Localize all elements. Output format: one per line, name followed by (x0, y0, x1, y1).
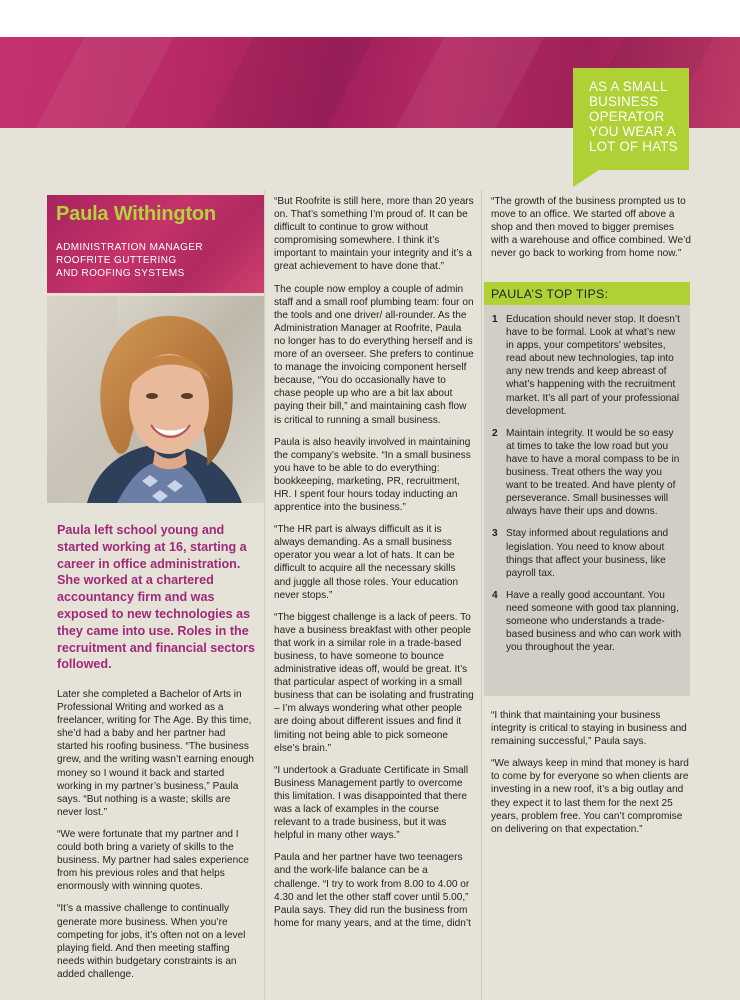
profile-name: Paula Withington (56, 203, 216, 225)
callout-line: BUSINESS (589, 94, 659, 109)
tip-text: Maintain integrity. It would be so easy at times to take the low road but you have to have a moral compass to be in business. Treat others the way you want to be treated. And have plenty of perseverance. Small businesses will always have their ups and downs. (506, 427, 680, 518)
tip-number: 4 (492, 589, 498, 601)
profile-roles (56, 241, 264, 280)
body-paragraph: Later she completed a Bachelor of Arts in Professional Writing and worked as a freelancer, writing for The Age. By this time, she’d had a baby and her partner had started his roofing business. “The business grew, and the writing wasn’t earning enough money so I wound it back and started working in my partner’s business,” Paula says. “But nothing is a waste; skills are never lost.” (57, 689, 254, 818)
lede-paragraph: Paula left school young and started working at 16, starting a career in office administration. She worked at a chartered accountancy firm and was exposed to new technologies as they came into use. Roles in the recruitment and financial sectors followed. (57, 523, 256, 672)
body-paragraph: “We always keep in mind that money is hard to come by for everyone so when clients are investing in a new roof, it’s a big outlay and they expect it to last them for the next 25 years, problem free. You can’t compromise on delivering on that expectation.” (491, 758, 689, 835)
column-divider (264, 190, 265, 1000)
column-divider (481, 190, 482, 1000)
tip-text: Stay informed about regulations and legislation. You need to know about things that affect your business, like payroll tax. (506, 528, 669, 579)
callout-line: AS A SMALL (589, 79, 668, 94)
tip-item (492, 589, 684, 654)
tip-item (492, 527, 684, 579)
top-margin (0, 0, 740, 37)
body-paragraph: “We were fortunate that my partner and I could both bring a variety of skills to the business. My partner had sales experience from his previous roles and that helps enormously with winning quotes. (57, 828, 249, 893)
callout-tail (573, 170, 599, 187)
callout-line: OPERATOR (589, 109, 665, 124)
profile-name-box (47, 195, 264, 293)
body-paragraph: “The biggest challenge is a lack of peers. To have a business breakfast with other people that work in a similar role in a trade-based business, to have someone to bounce administrative ideas off, would be great. It’s that particular aspect of working in a small business that can be isolating and frustrating – I’m always wondering what other people are doing about different issues and find it limiting not being able to pick someone else’s brain.” (274, 611, 474, 754)
tip-item (492, 427, 684, 519)
column-2 (274, 195, 474, 939)
tip-number: 2 (492, 427, 498, 439)
tip-item (492, 313, 684, 418)
column-1 (57, 688, 257, 990)
profile-role-line: AND ROOFING SYSTEMS (56, 268, 185, 279)
column-3-bottom (491, 709, 691, 845)
tips-box (484, 305, 690, 696)
body-paragraph: “I undertook a Graduate Certificate in Small Business Management partly to overcome this limitation. I was disappointed that there was a lack of examples in the course relevant to a trade business, but it was helpful in many other ways.” (274, 764, 469, 842)
body-paragraph: “I think that maintaining your business integrity is critical to staying in business and remaining successful,” Paula says. (491, 710, 687, 748)
body-paragraph: “It’s a massive challenge to continually generate more business. When you’re competing for jobs, it’s often not on a level playing field. And then meeting staffing needs within budgetary constraints is an added challenge. (57, 903, 246, 980)
tip-number: 3 (492, 528, 498, 540)
tip-text: Have a really good accountant. You need someone with good tax planning, someone who understands a trade-based business and who can work with you throughout the year. (506, 589, 682, 654)
profile-role-line: ROOFRITE GUTTERING (56, 255, 177, 266)
callout-box (573, 68, 689, 170)
body-paragraph: “The growth of the business prompted us to move to an office. We started off above a shop and then moved to bigger premises with a warehouse and office combined. We’d never go back to working from home now.” (491, 196, 691, 260)
body-paragraph: Paula is also heavily involved in maintaining the company’s website. “In a small business you have to be able to do everything: bookkeeping, marketing, PR, recruitment, HR. I spent four hours today inducting an apprentice into the business.” (274, 436, 471, 514)
profile-role-line: ADMINISTRATION MANAGER (56, 242, 203, 253)
portrait-photo-icon (47, 296, 264, 503)
body-paragraph: Paula and her partner have two teenagers and the work-life balance can be a challenge. “I try to work from 8.00 to 4.00 or 4.30 and let the other staff cover until 5.00,” Paula says. They did run the business from home for many years, and at the time, didn’t (274, 852, 471, 929)
tips-heading: PAULA’S TOP TIPS: (484, 282, 690, 305)
body-paragraph: “But Roofrite is still here, more than 20 years on. That’s something I’m proud of. It can be difficult to continue to grow without compromising somewhere. I think it’s important to maintain your integrity and it’s a great achievement to have done that.” (274, 196, 474, 273)
column-3 (491, 195, 691, 269)
portrait-photo (47, 296, 264, 503)
body-paragraph: “The HR part is always difficult as it is always demanding. As a small business operator you wear a lot of hats. It can be difficult to acquire all the necessary skills and juggle all those roles. Your education never stops.” (274, 524, 459, 601)
body-paragraph: The couple now employ a couple of admin staff and a small roof plumbing team: four on the tools and one driver/ all-rounder. As the Administration Manager at Roofrite, Paula no longer has to do everything herself and is more of an overseer. She prefers to continue to manage the invoicing component herself because, “You do occasionally have to chase people up who are a bit lax about paying their bill,” and maintaining cash flow is critical to running a small business. (274, 283, 474, 426)
callout-line: YOU WEAR A (589, 124, 676, 139)
callout-line: LOT OF HATS (589, 139, 678, 154)
tip-number: 1 (492, 314, 498, 325)
tip-text: Education should never stop. It doesn’t have to be formal. Look at what’s new in apps, your competitors’ websites, read about new technologies, tap into any new trends and keep abreast of what’s happening with the recruitment market. It’s all part of your professional development. (506, 314, 680, 417)
